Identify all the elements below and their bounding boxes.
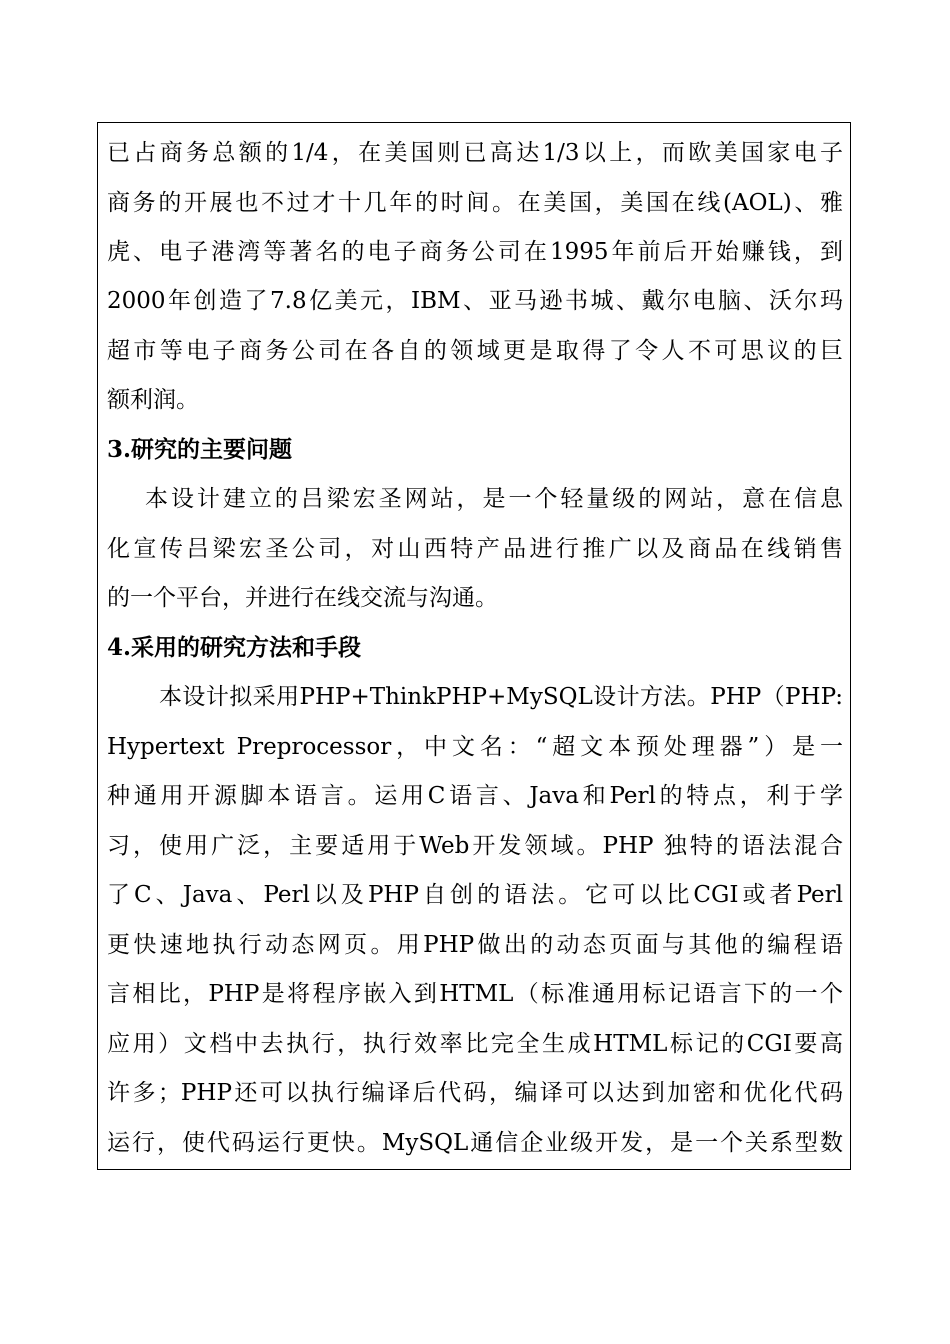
section-heading: 3.研究的主要问题 — [107, 436, 293, 463]
section-heading: 4.采用的研究方法和手段 — [107, 634, 362, 661]
paragraph-line: 许多；PHP还可以执行编译后代码，编译可以达到加密和优化代码 — [107, 1080, 843, 1106]
paragraph-line: 本设计建立的吕梁宏圣网站，是一个轻量级的网站，意在信息 — [145, 486, 843, 512]
paragraph-line: 额利润。 — [107, 387, 199, 413]
paragraph-line: 言相比，PHP是将程序嵌入到HTML（标准通用标记语言下的一个 — [107, 981, 843, 1007]
paragraph-line: 本设计拟采用PHP+ThinkPHP+MySQL设计方法。PHP（PHP: — [159, 684, 843, 710]
paragraph-line: 运行，使代码运行更快。MySQL通信企业级开发，是一个关系型数 — [107, 1130, 843, 1156]
paragraph-line: 虎、电子港湾等著名的电子商务公司在1995年前后开始赚钱，到 — [107, 239, 843, 265]
paragraph-line: 了C、Java、Perl以及PHP自创的语法。它可以比CGI或者Perl — [107, 882, 843, 908]
paragraph-line: Hypertext Preprocessor，中文名：“超文本预处理器”）是一 — [107, 734, 843, 760]
paragraph-line: 的一个平台，并进行在线交流与沟通。 — [107, 585, 498, 611]
paragraph-line: 应用）文档中去执行，执行效率比完全生成HTML标记的CGI要高 — [107, 1031, 843, 1057]
paragraph-line: 习，使用广泛，主要适用于Web开发领域。PHP 独特的语法混合 — [107, 833, 843, 859]
paragraph-line: 已占商务总额的1/4，在美国则已高达1/3以上，而欧美国家电子 — [107, 140, 843, 166]
paragraph-line: 更快速地执行动态网页。用PHP做出的动态页面与其他的编程语 — [107, 932, 843, 958]
paragraph-line: 种通用开源脚本语言。运用C语言、Java和Perl的特点，利于学 — [107, 783, 843, 809]
paragraph-line: 2000年创造了7.8亿美元，IBM、亚马逊书城、戴尔电脑、沃尔玛 — [107, 288, 843, 314]
paragraph-line: 化宣传吕梁宏圣公司，对山西特产品进行推广以及商品在线销售 — [107, 536, 843, 562]
paragraph-line: 超市等电子商务公司在各自的领域更是取得了令人不可思议的巨 — [107, 338, 843, 364]
paragraph-line: 商务的开展也不过才十几年的时间。在美国，美国在线(AOL)、雅 — [107, 190, 843, 216]
